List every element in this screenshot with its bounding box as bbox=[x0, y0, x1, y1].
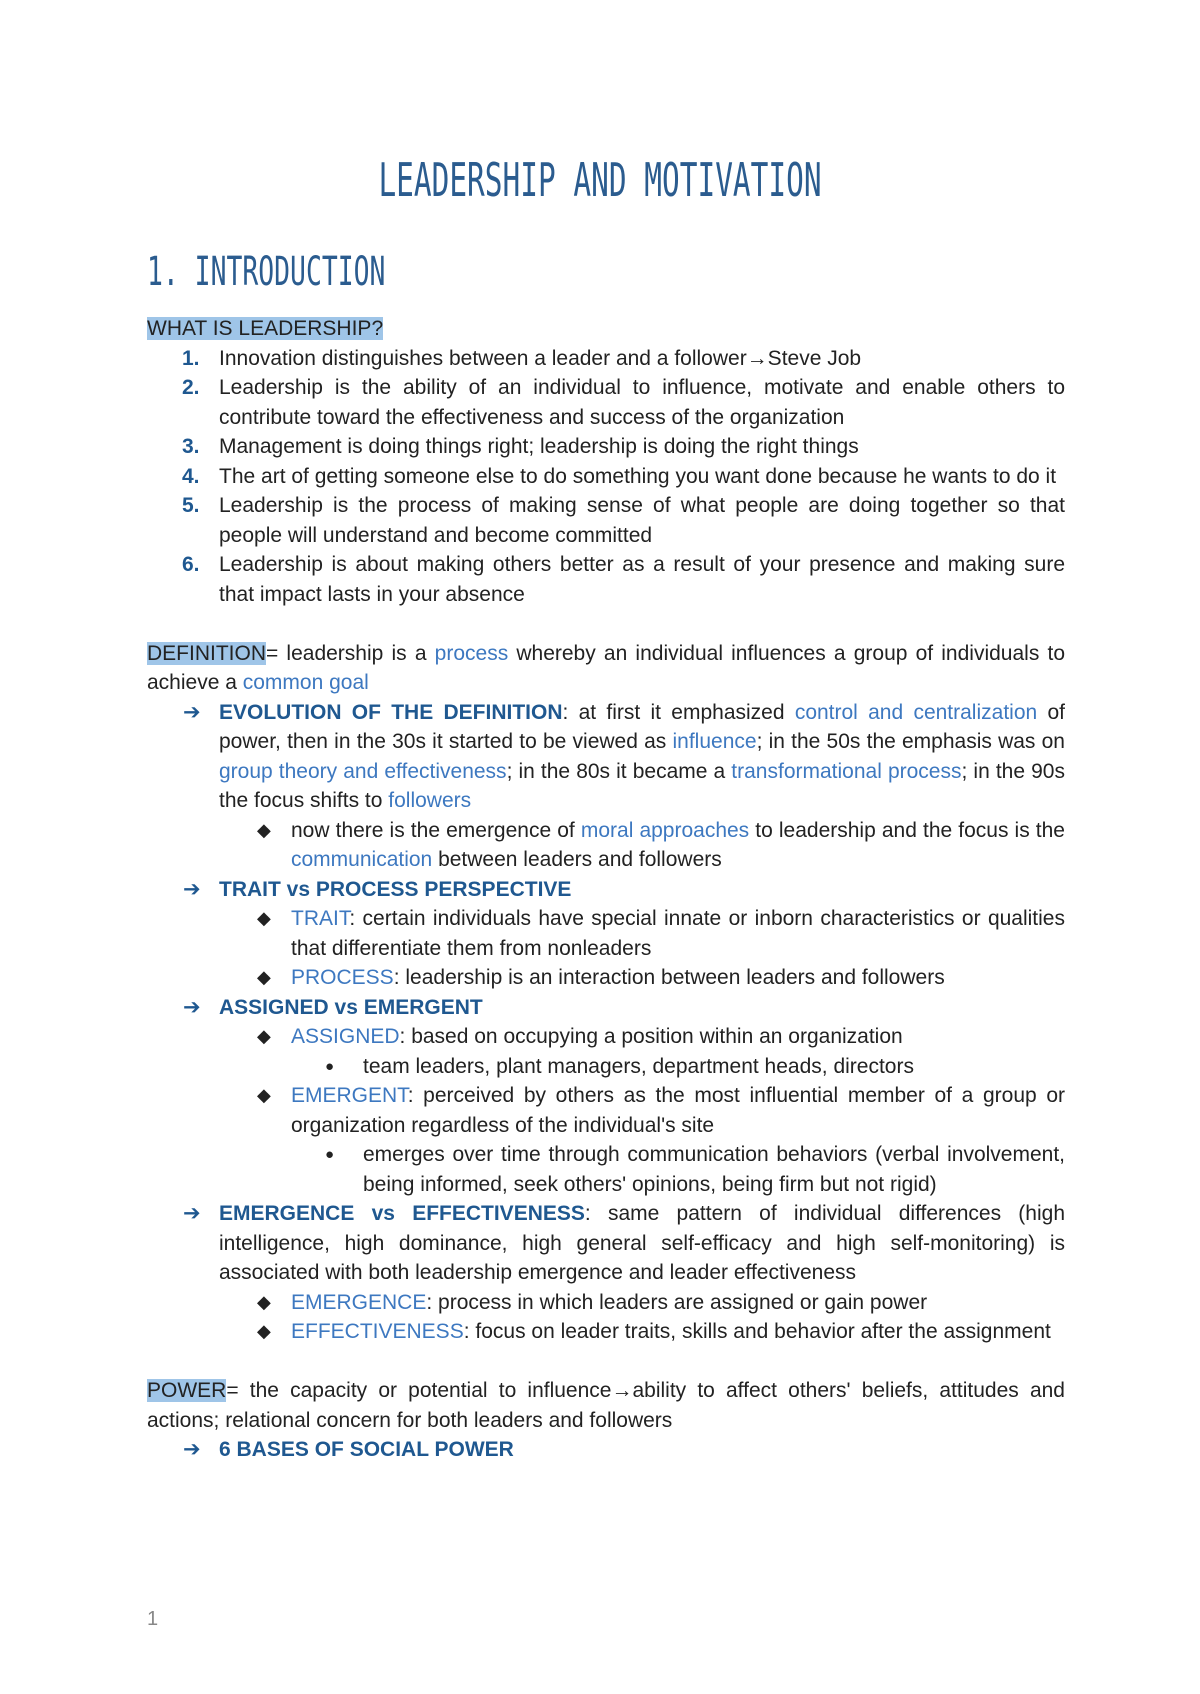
document-title: LEADERSHIP AND MOTIVATION bbox=[378, 153, 822, 207]
emergent-sub-bullet bbox=[291, 1140, 1065, 1199]
trait-process-bullet bbox=[147, 875, 1065, 905]
dot-icon: ● bbox=[325, 1057, 335, 1075]
evolution-text: : at first it emphasized bbox=[562, 700, 795, 724]
effectiveness-bullet bbox=[219, 1317, 1065, 1347]
arrow-icon: ➔ bbox=[183, 700, 201, 724]
assigned-bullet bbox=[219, 1022, 1065, 1052]
bases-bullet bbox=[147, 1435, 1065, 1465]
process-bullet bbox=[219, 963, 1065, 993]
assigned-sub-bullet bbox=[291, 1052, 1065, 1082]
evolution-text: ; in the 80s it became a bbox=[506, 759, 732, 783]
item-text: Innovation distinguishes between a leader and a follower→Steve Job bbox=[219, 346, 862, 370]
evolution-bullet bbox=[147, 698, 1065, 816]
keyword-transformational: transformational process bbox=[731, 759, 962, 783]
what-is-leadership-heading: WHAT IS LEADERSHIP? bbox=[147, 317, 384, 340]
definition-paragraph bbox=[147, 639, 1065, 698]
effectiveness-text: : focus on leader traits, skills and behavior after the assignment bbox=[463, 1320, 1051, 1343]
numbered-item bbox=[147, 462, 1065, 492]
item-number: 5. bbox=[182, 494, 200, 517]
definition-text: whereby an individual influences a group of individuals to achieve a bbox=[147, 641, 1065, 694]
keyword-communication: communication bbox=[291, 848, 433, 871]
evolution-text: ; in the 50s the emphasis was on bbox=[756, 730, 1065, 753]
assigned-label: ASSIGNED bbox=[291, 1025, 400, 1048]
bases-heading: 6 BASES OF SOCIAL POWER bbox=[219, 1438, 514, 1461]
item-text: Leadership is the process of making sense of what people are doing together so that people will understand and become committed bbox=[219, 494, 1065, 547]
sub-text: now there is the emergence of bbox=[291, 818, 581, 842]
evolution-heading: EVOLUTION OF THE DEFINITION bbox=[219, 700, 563, 724]
numbered-item bbox=[147, 491, 1065, 550]
item-number: 4. bbox=[182, 464, 200, 488]
trait-label: TRAIT bbox=[291, 907, 350, 930]
process-text: : leadership is an interaction between leaders and followers bbox=[393, 966, 945, 989]
item-number: 6. bbox=[182, 553, 200, 576]
evolution-text: ; in the 90s the focus shifts to bbox=[219, 759, 1065, 812]
assigned-emergent-bullet bbox=[147, 993, 1065, 1023]
sub-text: between leaders and followers bbox=[432, 848, 722, 871]
item-number: 3. bbox=[182, 435, 200, 458]
emergent-bullet bbox=[219, 1081, 1065, 1140]
arrow-icon: ➔ bbox=[183, 1438, 201, 1461]
numbered-item bbox=[147, 344, 1065, 374]
item-text: Leadership is the ability of an individual to influence, motivate and enable others to contribute toward the effectiveness and success of the organization bbox=[219, 376, 1065, 429]
emergence-bullet bbox=[219, 1288, 1065, 1318]
definition-text: = leadership is a bbox=[266, 641, 435, 665]
process-label: PROCESS bbox=[291, 966, 394, 989]
numbered-item bbox=[147, 432, 1065, 462]
item-text: The art of getting someone else to do something you want done because he wants to do it bbox=[219, 464, 1057, 488]
arrow-icon: ➔ bbox=[183, 877, 201, 901]
arrow-icon: ➔ bbox=[183, 1202, 201, 1225]
dot-icon: ● bbox=[325, 1146, 335, 1163]
emergence-text: : process in which leaders are assigned or gain power bbox=[426, 1290, 928, 1314]
item-text: Leadership is about making others better as a result of your presence and making sure that impact lasts in your absence bbox=[219, 553, 1065, 606]
diamond-icon: ◆ bbox=[257, 819, 271, 840]
document-body bbox=[147, 314, 1065, 1465]
keyword-common-goal: common goal bbox=[242, 671, 369, 694]
arrow-icon: ➔ bbox=[183, 995, 201, 1019]
trait-bullet bbox=[219, 904, 1065, 963]
emergent-text: : perceived by others as the most influential member of a group or organization regardless of the individual's site bbox=[291, 1084, 1065, 1137]
power-text: = the capacity or potential to influence→ability to affect others' beliefs, attitudes and actions; relational concern for both leaders and followers bbox=[147, 1379, 1065, 1432]
assigned-text: : based on occupying a position within an organization bbox=[399, 1025, 903, 1048]
leadership-definitions-list bbox=[147, 344, 1065, 610]
keyword-process: process bbox=[434, 641, 509, 665]
diamond-icon: ◆ bbox=[257, 1291, 271, 1312]
effectiveness-label: EFFECTIVENESS bbox=[291, 1320, 464, 1343]
evolution-sub-bullet bbox=[219, 816, 1065, 875]
diamond-icon: ◆ bbox=[257, 1026, 271, 1046]
emergence-effectiveness-text: : same pattern of individual differences (high intelligence, high dominance, high general self-efficacy and high self-monitoring) is associated with both leadership emergence and leader effectiveness bbox=[219, 1202, 1066, 1284]
evolution-text: of power, then in the 30s it started to be viewed as bbox=[219, 700, 1065, 753]
emergent-label: EMERGENT bbox=[291, 1084, 408, 1107]
definition-label: DEFINITION bbox=[147, 641, 266, 665]
item-number: 1. bbox=[182, 346, 200, 370]
power-paragraph bbox=[147, 1376, 1065, 1435]
assigned-emergent-heading: ASSIGNED vs EMERGENT bbox=[219, 995, 483, 1019]
keyword-group-theory: group theory and effectiveness bbox=[219, 759, 507, 783]
power-label: POWER bbox=[147, 1379, 227, 1402]
keyword-influence: influence bbox=[672, 730, 757, 753]
what-is-leadership-line bbox=[147, 314, 1065, 344]
item-text: Management is doing things right; leadership is doing the right things bbox=[219, 435, 859, 458]
numbered-item bbox=[147, 373, 1065, 432]
keyword-control: control and centralization bbox=[794, 700, 1038, 724]
diamond-icon: ◆ bbox=[257, 967, 271, 987]
page-number: 1 bbox=[147, 1608, 159, 1630]
emergence-effectiveness-bullet bbox=[147, 1199, 1065, 1288]
emergence-effectiveness-heading: EMERGENCE vs EFFECTIVENESS bbox=[219, 1202, 585, 1225]
trait-process-heading: TRAIT vs PROCESS PERSPECTIVE bbox=[219, 877, 572, 901]
diamond-icon: ◆ bbox=[257, 908, 271, 928]
emergence-label: EMERGENCE bbox=[291, 1290, 427, 1314]
diamond-icon: ◆ bbox=[257, 1085, 271, 1105]
trait-text: : certain individuals have special innate or inborn characteristics or qualities that differentiate them from nonleaders bbox=[291, 907, 1065, 960]
item-number: 2. bbox=[182, 376, 200, 399]
keyword-followers: followers bbox=[388, 789, 472, 812]
sub-text: to leadership and the focus is the bbox=[749, 818, 1065, 842]
diamond-icon: ◆ bbox=[257, 1321, 271, 1341]
section-title: 1. INTRODUCTION bbox=[147, 249, 386, 295]
keyword-moral-approaches: moral approaches bbox=[580, 818, 750, 842]
emergent-sub-text: emerges over time through communication behaviors (verbal involvement, being informed, seek others' opinions, being firm but not rigid) bbox=[363, 1143, 1065, 1196]
assigned-sub-text: team leaders, plant managers, department heads, directors bbox=[363, 1054, 914, 1078]
numbered-item bbox=[147, 550, 1065, 609]
